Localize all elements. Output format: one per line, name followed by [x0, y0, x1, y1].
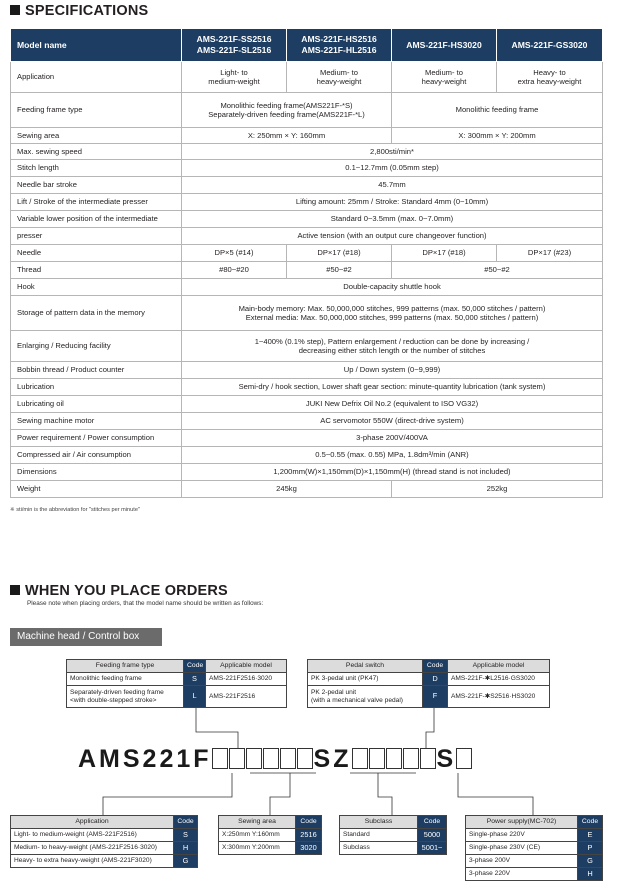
spec-row-bobbin: Bobbin thread / Product counter Up / Down system (0~9,999) [11, 362, 603, 379]
spec-row-compressed-air: Compressed air / Air consumption 0.5~0.55 (max. 0.55) MPa, 1.8dm³/min (ANR) [11, 447, 603, 464]
application-code-table: Application Code Light- to medium-weight (AMS-221F2516) S Medium- to heavy-weight (AMS-221F2516·3020) H Heavy- to extra heavy-weight (AMS-221F3020) G [10, 815, 198, 868]
connector-subclass [378, 773, 392, 815]
model-col-4: AMS-221F-GS3020 [497, 29, 603, 62]
connector-feeding [196, 708, 238, 748]
table-row: Single-phase 220V E [466, 829, 603, 842]
subclass-code-table: Subclass Code Standard 5000 Subclass 5001~ [339, 815, 447, 855]
spec-row-power: Power requirement / Power consumption 3-phase 200V/400VA [11, 430, 603, 447]
code-box-area-2 [263, 748, 279, 769]
table-row: Light- to medium-weight (AMS-221F2516) S [11, 829, 198, 842]
table-row: PK 3-pedal unit (PK47) D AMS-221F-✱L2516·GS3020 [308, 673, 550, 686]
orders-heading-text: WHEN YOU PLACE ORDERS [25, 583, 228, 599]
pedal-switch-code-table: Pedal switch Code Applicable model PK 3-pedal unit (PK47) D AMS-221F-✱L2516·GS3020 PK 2-pedal unit (with a mechanical valve pedal) F AMS-221F-✱S2516·HS3020 [307, 659, 550, 708]
model-prefix: AMS221F [78, 745, 212, 773]
spec-row-storage: Storage of pattern data in the memory Main-body memory: Max. 50,000,000 stitches, 999 patterns (max. 50,000 stitches / pattern) External media: Max. 50,000,000 stitches, 999 patterns (max. 50,000 stitches / pattern) [11, 296, 603, 331]
model-code-line [78, 745, 473, 774]
spec-row-motor: Sewing machine motor AC servomotor 550W (direct-drive system) [11, 413, 603, 430]
connector-sewing-area [270, 773, 290, 815]
table-row: 3-phase 200V G [466, 855, 603, 868]
power-supply-code-table: Power supply(MC-702) Code Single-phase 220V E Single-phase 230V (CE) P 3-phase 200V G 3-phase 220V H [465, 815, 603, 881]
spec-row-feeding-frame: Feeding frame type Monolithic feeding frame(AMS221F-*S) Separately-driven feeding frame(AMS221F-*L) Monolithic feeding frame [11, 93, 603, 128]
table-row: Single-phase 230V (CE) P [466, 842, 603, 855]
model-col-1: AMS-221F-SS2516 AMS-221F-SL2516 [182, 29, 287, 62]
heading-square-icon [10, 5, 20, 15]
table-row: 3-phase 220V H [466, 868, 603, 881]
feeding-frame-code-table: Feeding frame type Code Applicable model Monolithic feeding frame S AMS-221F2516·3020 Separately-driven feeding frame <with double-stepped stroke> L AMS-221F2516 [66, 659, 287, 708]
spec-row-enlarging: Enlarging / Reducing facility 1~400% (0.1% step), Pattern enlargement / reduction can be done by increasing / decreasing either stitch length or the number of stitches [11, 331, 603, 362]
spec-row-variable-lower: Variable lower position of the intermediate Standard 0~3.5mm (max. 0~7.0mm) [11, 211, 603, 228]
footnote: ※ sti/min is the abbreviation for "stitches per minute" [10, 507, 140, 513]
heading-square-icon [10, 585, 20, 595]
spec-row-lubrication: Lubrication Semi-dry / hook section, Lower shaft gear section: minute-quantity lubrication (tank system) [11, 379, 603, 396]
spec-row-stitch-length: Stitch length 0.1~12.7mm (0.05mm step) [11, 160, 603, 177]
table-row: Medium- to heavy-weight (AMS-221F2516·3020) H [11, 842, 198, 855]
code-box-area-4 [297, 748, 313, 769]
spec-row-weight: Weight 245kg 252kg [11, 481, 603, 498]
code-box-power [456, 748, 472, 769]
sewing-area-code-table: Sewing area Code X:250mm Y:160mm 2516 X:300mm Y:200mm 3020 [218, 815, 322, 855]
table-row: Subclass 5001~ [340, 842, 447, 855]
table-row: X:300mm Y:200mm 3020 [219, 842, 322, 855]
code-box-subclass-2 [369, 748, 385, 769]
spec-row-lubricating-oil: Lubricating oil JUKI New Defrix Oil No.2 (equivalent to ISO VG32) [11, 396, 603, 413]
machine-head-tab: Machine head / Control box [10, 628, 162, 646]
spec-row-dimensions: Dimensions 1,200mm(W)×1,150mm(D)×1,150mm(H) (thread stand is not included) [11, 464, 603, 481]
table-row: Standard 5000 [340, 829, 447, 842]
specifications-heading-text: SPECIFICATIONS [25, 3, 149, 19]
table-row: Monolithic feeding frame S AMS-221F2516·3020 [67, 673, 287, 686]
model-col-2: AMS-221F-HS2516 AMS-221F-HL2516 [287, 29, 392, 62]
connector-application [103, 773, 232, 815]
spec-row-needle: Needle DP×5 (#14) DP×17 (#18) DP×17 (#18) DP×17 (#23) [11, 245, 603, 262]
spec-row-application: Application Light- to medium-weight Medium- to heavy-weight Medium- to heavy-weight Heavy- to extra heavy-weight [11, 62, 603, 93]
specifications-table [10, 28, 603, 498]
code-box-feeding [212, 748, 228, 769]
code-box-application [229, 748, 245, 769]
model-s: S [436, 745, 457, 773]
table-row: X:250mm Y:160mm 2516 [219, 829, 322, 842]
spec-row-max-speed: Max. sewing speed 2,800sti/min* [11, 144, 603, 160]
spec-row-lift-stroke: Lift / Stroke of the intermediate presser Lifting amount: 25mm / Stroke: Standard 4mm (0~10mm) [11, 194, 603, 211]
code-box-area-1 [246, 748, 262, 769]
table-row: Heavy- to extra heavy-weight (AMS-221F3020) G [11, 855, 198, 868]
model-name-row [11, 29, 603, 62]
spec-row-needle-bar: Needle bar stroke 45.7mm [11, 177, 603, 194]
model-col-3: AMS-221F-HS3020 [392, 29, 497, 62]
code-box-subclass-1 [352, 748, 368, 769]
code-box-subclass-4 [403, 748, 419, 769]
connector-pedal [426, 708, 434, 748]
orders-subtitle: Please note when placing orders, that the model name should be written as follows: [27, 600, 264, 607]
model-sz: SZ [313, 745, 352, 773]
spec-row-hook: Hook Double-capacity shuttle hook [11, 279, 603, 296]
code-box-area-3 [280, 748, 296, 769]
connector-power [458, 773, 533, 815]
code-box-subclass-3 [386, 748, 402, 769]
table-row: Separately-driven feeding frame <with double-stepped stroke> L AMS-221F2516 [67, 686, 287, 708]
spec-row-presser: presser Active tension (with an output cure changeover function) [11, 228, 603, 245]
code-box-pedal [420, 748, 436, 769]
specifications-heading [10, 3, 148, 19]
spec-row-thread: Thread #80~#20 #50~#2 #50~#2 [11, 262, 603, 279]
model-name-label: Model name [11, 29, 182, 62]
table-row: PK 2-pedal unit (with a mechanical valve pedal) F AMS-221F-✱S2516·HS3020 [308, 686, 550, 708]
spec-row-sewing-area: Sewing area X: 250mm × Y: 160mm X: 300mm × Y: 200mm [11, 128, 603, 144]
orders-heading [10, 583, 228, 599]
